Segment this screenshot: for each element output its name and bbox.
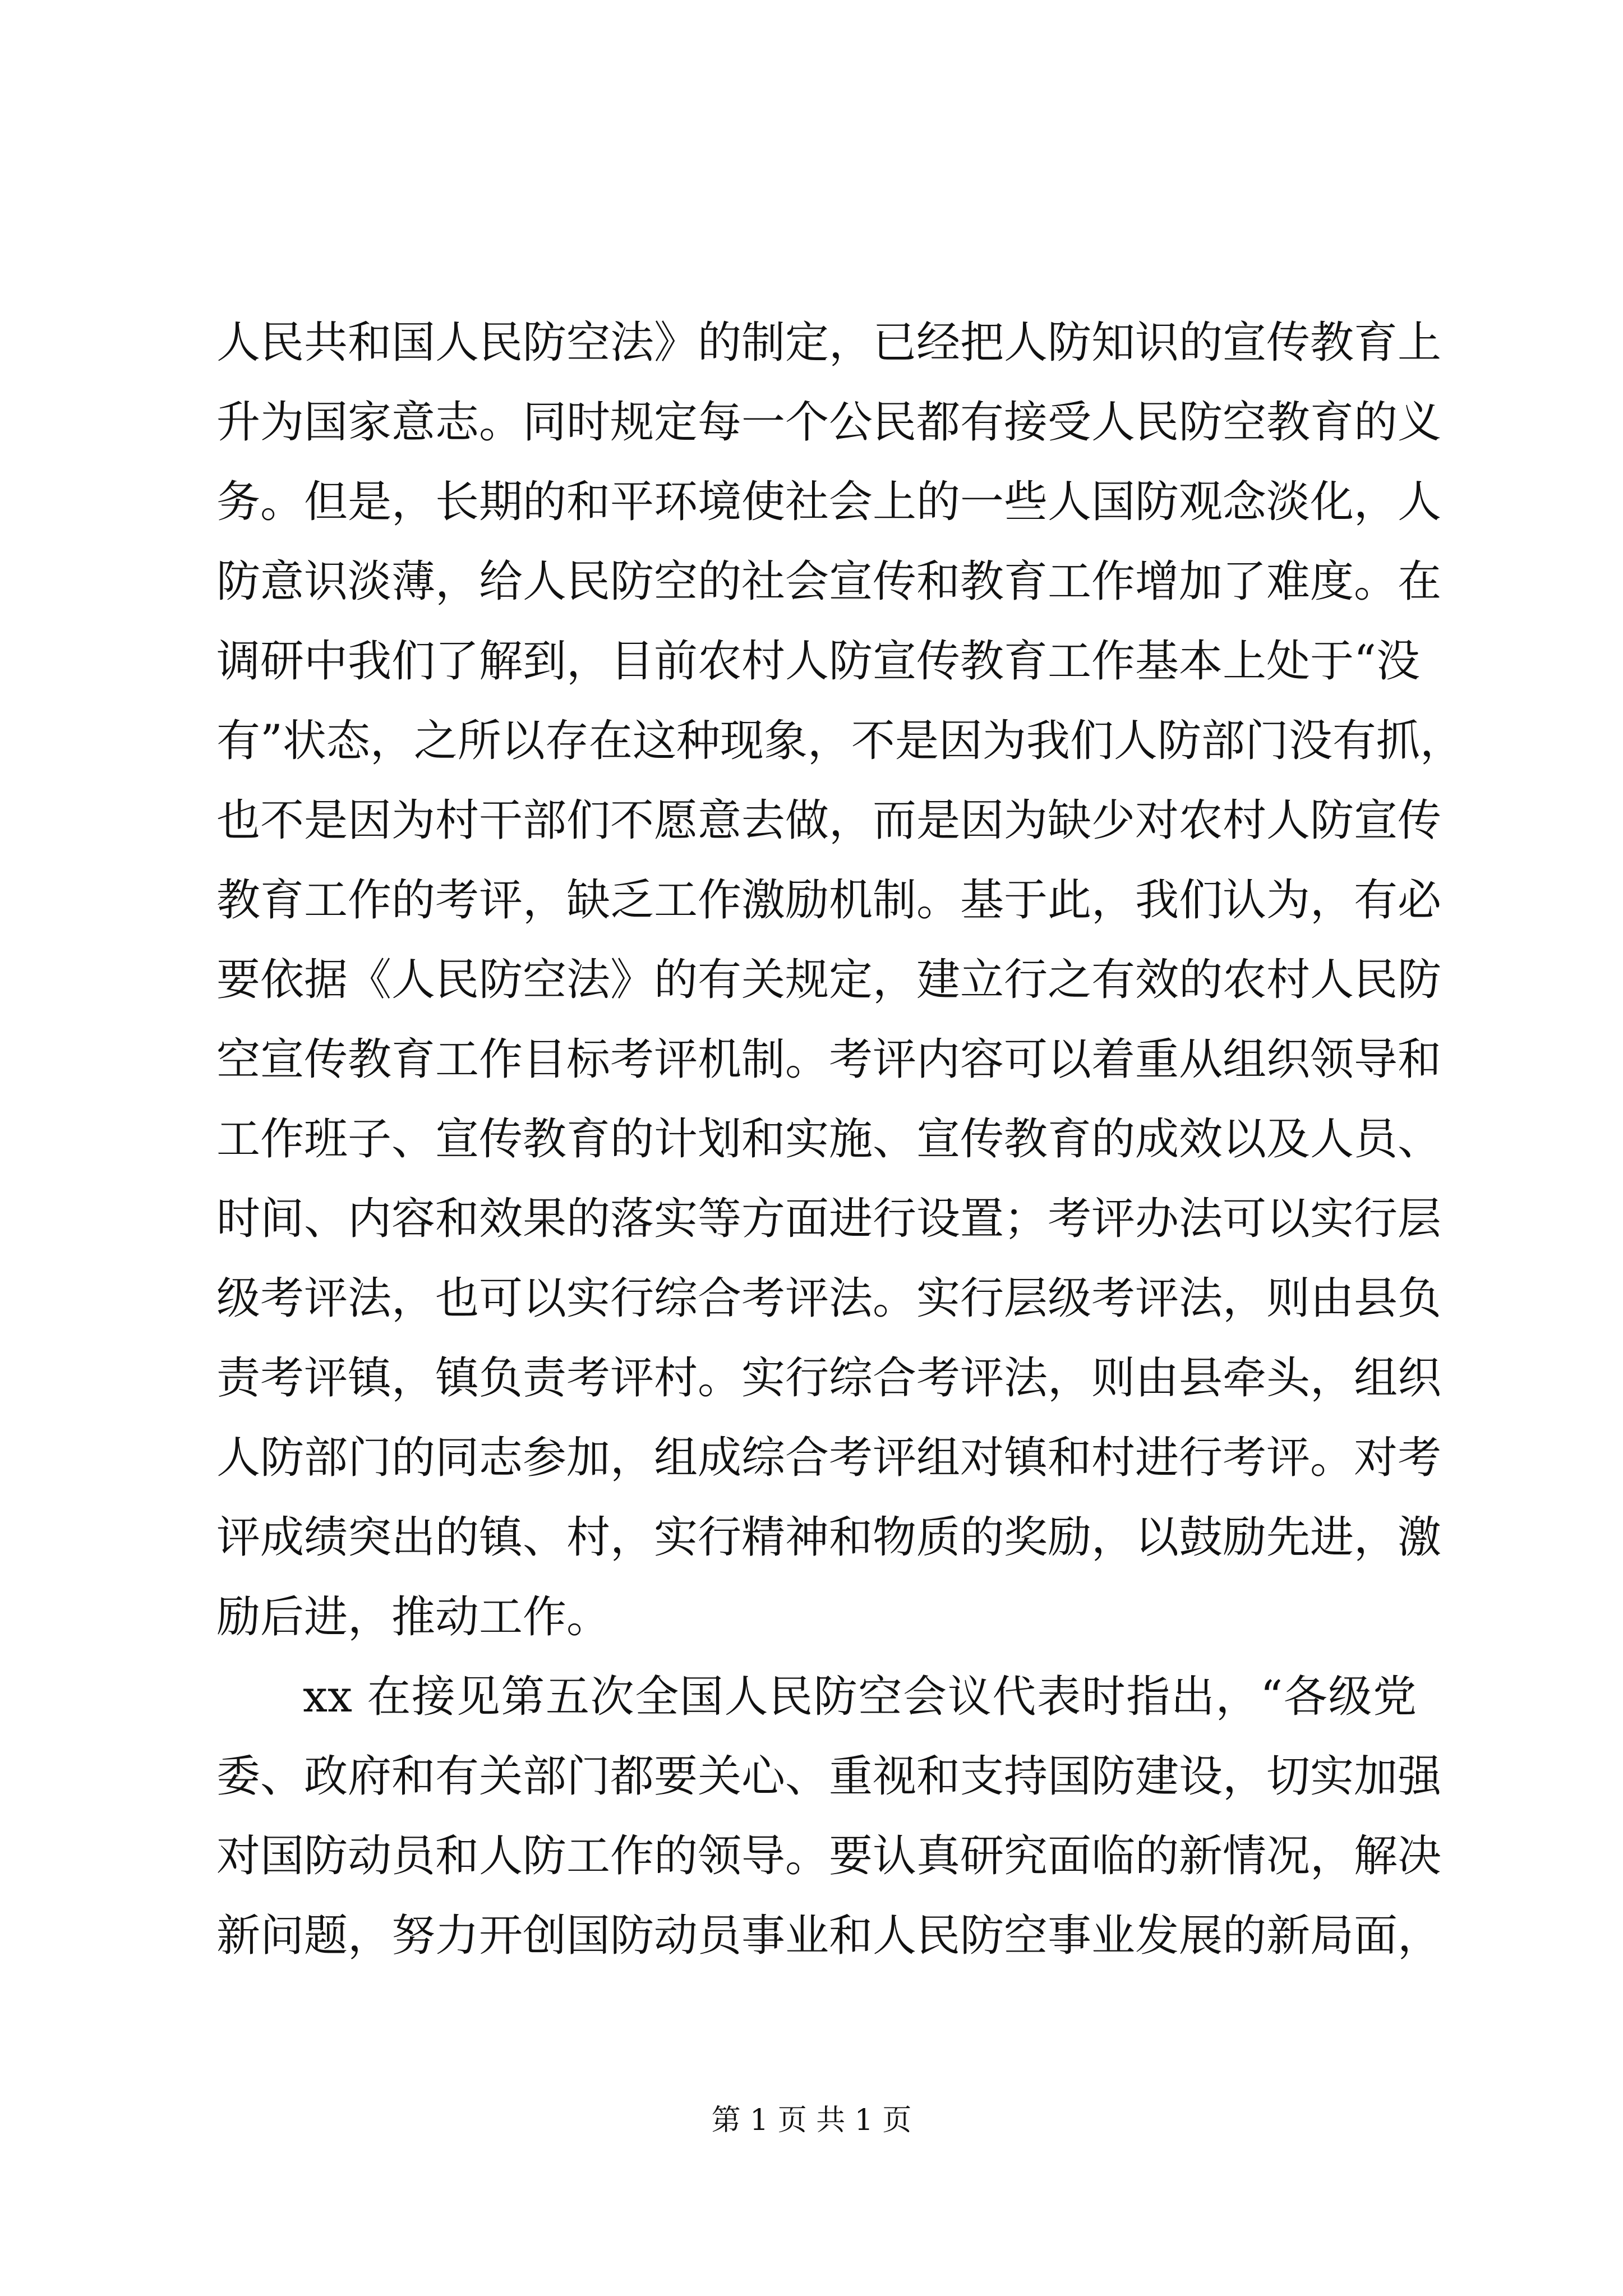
text-line: 新问题，努力开创国防动员事业和人民防空事业发展的新局面， (216, 1911, 1442, 1961)
text-line: 务。但是，长期的和平环境使社会上的一些人国防观念淡化，人 (216, 477, 1442, 527)
text-line: 调研中我们了解到，目前农村人防宣传教育工作基本上处于“没 (216, 636, 1420, 687)
text-line: 励后进，推动工作。 (216, 1592, 611, 1642)
text-line: 要依据《人民防空法》的有关规定，建立行之有效的农村人民防 (216, 955, 1442, 1005)
text-line: 空宣传教育工作目标考评机制。考评内容可以着重从组织领导和 (216, 1034, 1442, 1085)
text-line: 人民共和国人民防空法》的制定，已经把人防知识的宣传教育上 (216, 318, 1442, 368)
text-line: 有”状态，之所以存在这种现象，不是因为我们人防部门没有抓， (216, 716, 1464, 766)
text-line: 委、政府和有关部门都要关心、重视和支持国防建设，切实加强 (216, 1751, 1442, 1802)
text-line: 级考评法，也可以实行综合考评法。实行层级考评法，则由县负 (216, 1273, 1442, 1324)
text-line: 人防部门的同志参加，组成综合考评组对镇和村进行考评。对考 (216, 1433, 1442, 1483)
page-footer (0, 2101, 1623, 2140)
text-line: 对国防动员和人防工作的领导。要认真研究面临的新情况，解决 (216, 1831, 1442, 1881)
text-line: 教育工作的考评，缺乏工作激励机制。基于此，我们认为，有必 (216, 875, 1442, 926)
text-line: 时间、内容和效果的落实等方面进行设置；考评办法可以实行层 (216, 1194, 1442, 1244)
paragraph-2 (216, 1657, 1442, 1976)
text-line: 防意识淡薄，给人民防空的社会宣传和教育工作增加了难度。在 (216, 556, 1442, 607)
text-line: 评成绩突出的镇、村，实行精神和物质的奖励，以鼓励先进，激 (216, 1512, 1442, 1563)
text-line: 责考评镇，镇负责考评村。实行综合考评法，则由县牵头，组织 (216, 1353, 1442, 1404)
text-line: xx 在接见第五次全国人民防空会议代表时指出，“各级党 (303, 1672, 1417, 1722)
paragraph-1 (216, 303, 1464, 1657)
text-line: 也不是因为村干部们不愿意去做，而是因为缺少对农村人防宣传 (216, 795, 1442, 846)
text-line: 升为国家意志。同时规定每一个公民都有接受人民防空教育的义 (216, 397, 1442, 448)
page-number: 第 1 页 共 1 页 (711, 2104, 912, 2137)
text-line: 工作班子、宣传教育的计划和实施、宣传教育的成效以及人员、 (216, 1114, 1442, 1165)
body-text (216, 303, 1464, 1976)
